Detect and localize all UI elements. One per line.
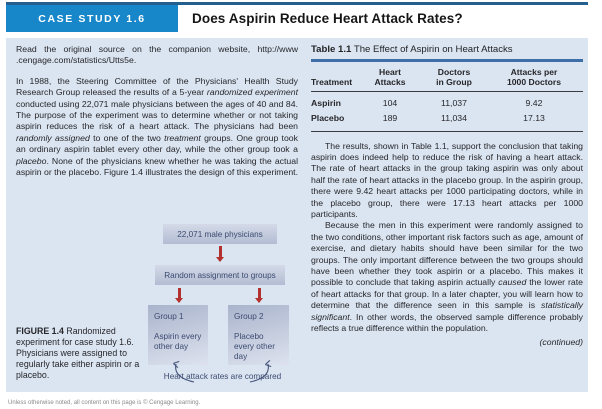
cell-doctors-in-group: 11,034 [441, 112, 467, 123]
copyright-note: Unless otherwise noted, all content on this page is © Cengage Learning. [8, 400, 201, 406]
arrow-down-icon [175, 288, 184, 303]
diagram-group1-box [148, 305, 208, 365]
table-bottom-rule [311, 131, 583, 132]
diagram-assignment-box: Random assignment to groups [155, 265, 285, 285]
cell-treatment: Placebo [311, 112, 345, 123]
cell-heart-attacks: 104 [382, 97, 398, 108]
arrow-down-icon [255, 288, 264, 303]
cell-heart-attacks: 189 [382, 112, 398, 123]
cell-attacks-per-1000: 9.42 [525, 97, 543, 108]
table-number: Table 1.1 [311, 44, 352, 55]
cell-treatment: Aspirin [311, 97, 341, 108]
case-study-label: CASE STUDY 1.6 [6, 5, 178, 32]
page-title: Does Aspirin Reduce Heart Attack Rates? [192, 11, 463, 26]
cell-doctors-in-group: 11,037 [441, 97, 467, 108]
intro-paragraph: In 1988, the Steering Committee of the Physicians' Health Study Research Group released the results of a 5-year randomized experiment conducted using 22,071 male physicians between the ages of 40 and 84. The purpose of the experiment was to determine whether or not taking aspirin reduces the risk of a heart attack. The physicians had been randomly assigned to one of the two treatment groups. One group took an ordinary aspirin tablet every other day, while the other group took a placebo. None of the physicians knew whether he was taking the actual aspirin or the placebo. Figure 1.4 illustrates the design of this experiment. [16, 75, 299, 178]
col-header-treatment: Treatment [311, 77, 353, 87]
diagram-group2-box [228, 305, 289, 365]
results-paragraph: The results, shown in Table 1.1, support the conclusion that taking aspirin does indeed help to reduce the risk of having a heart attack. The rate of heart attacks in the group taking aspirin was only about half the rate of heart attacks in the placebo group. In the aspirin group, there were 9.42 heart attacks per 1000 participating doctors, while in the placebo group, there were 17.13 heart attacks per 1000 participants. [311, 140, 583, 219]
table-caption: The Effect of Aspirin on Heart Attacks [351, 44, 513, 55]
table-row-placebo [311, 111, 583, 126]
col-header-attacks-per-1000: Attacks per 1000 Doctors [507, 66, 561, 87]
discussion-paragraph: Because the men in this experiment were randomly assigned to the two conditions, other important risk factors such as age, amount of exercise, and dietary habits should have been similar for the two groups. The only important difference between the two groups should have been whether they took aspirin or a placebo. This makes it possible to conclude that taking aspirin actually caused the lower rate of heart attacks for that group. In a later chapter, you will learn how to determine that the difference seen in this sample is statistically significant. In other words, the observed sample difference probably reflects a true difference within the population. [311, 220, 583, 333]
compare-label: Heart attack rates are compared [163, 372, 282, 381]
group1-title: Group 1 [154, 312, 184, 321]
col-header-doctors-in-group: Doctors in Group [436, 66, 472, 87]
companion-website-note: Read the original source on the companion website, http://www .cengage.com/statistics/Utts5e. [16, 44, 298, 66]
continued-note: (continued) [539, 337, 583, 348]
cell-attacks-per-1000: 17.13 [523, 112, 545, 123]
col-header-heart-attacks: Heart Attacks [374, 66, 406, 87]
group2-title: Group 2 [234, 312, 264, 321]
right-column [311, 44, 583, 347]
table-header-row [311, 62, 583, 91]
diagram-population-box: 22,071 male physicians [163, 224, 277, 244]
table-body [311, 92, 583, 131]
table-row-aspirin [311, 96, 583, 111]
table-title [311, 44, 583, 55]
group2-body: Placebo every other day [234, 332, 275, 361]
group1-body: Aspirin every other day [154, 332, 202, 351]
left-column [16, 44, 298, 178]
figure-caption: FIGURE 1.4 Randomized experiment for case study 1.6. Physicians were assigned to regularly take either aspirin or a placebo. [16, 326, 140, 380]
arrow-down-icon [216, 246, 225, 262]
